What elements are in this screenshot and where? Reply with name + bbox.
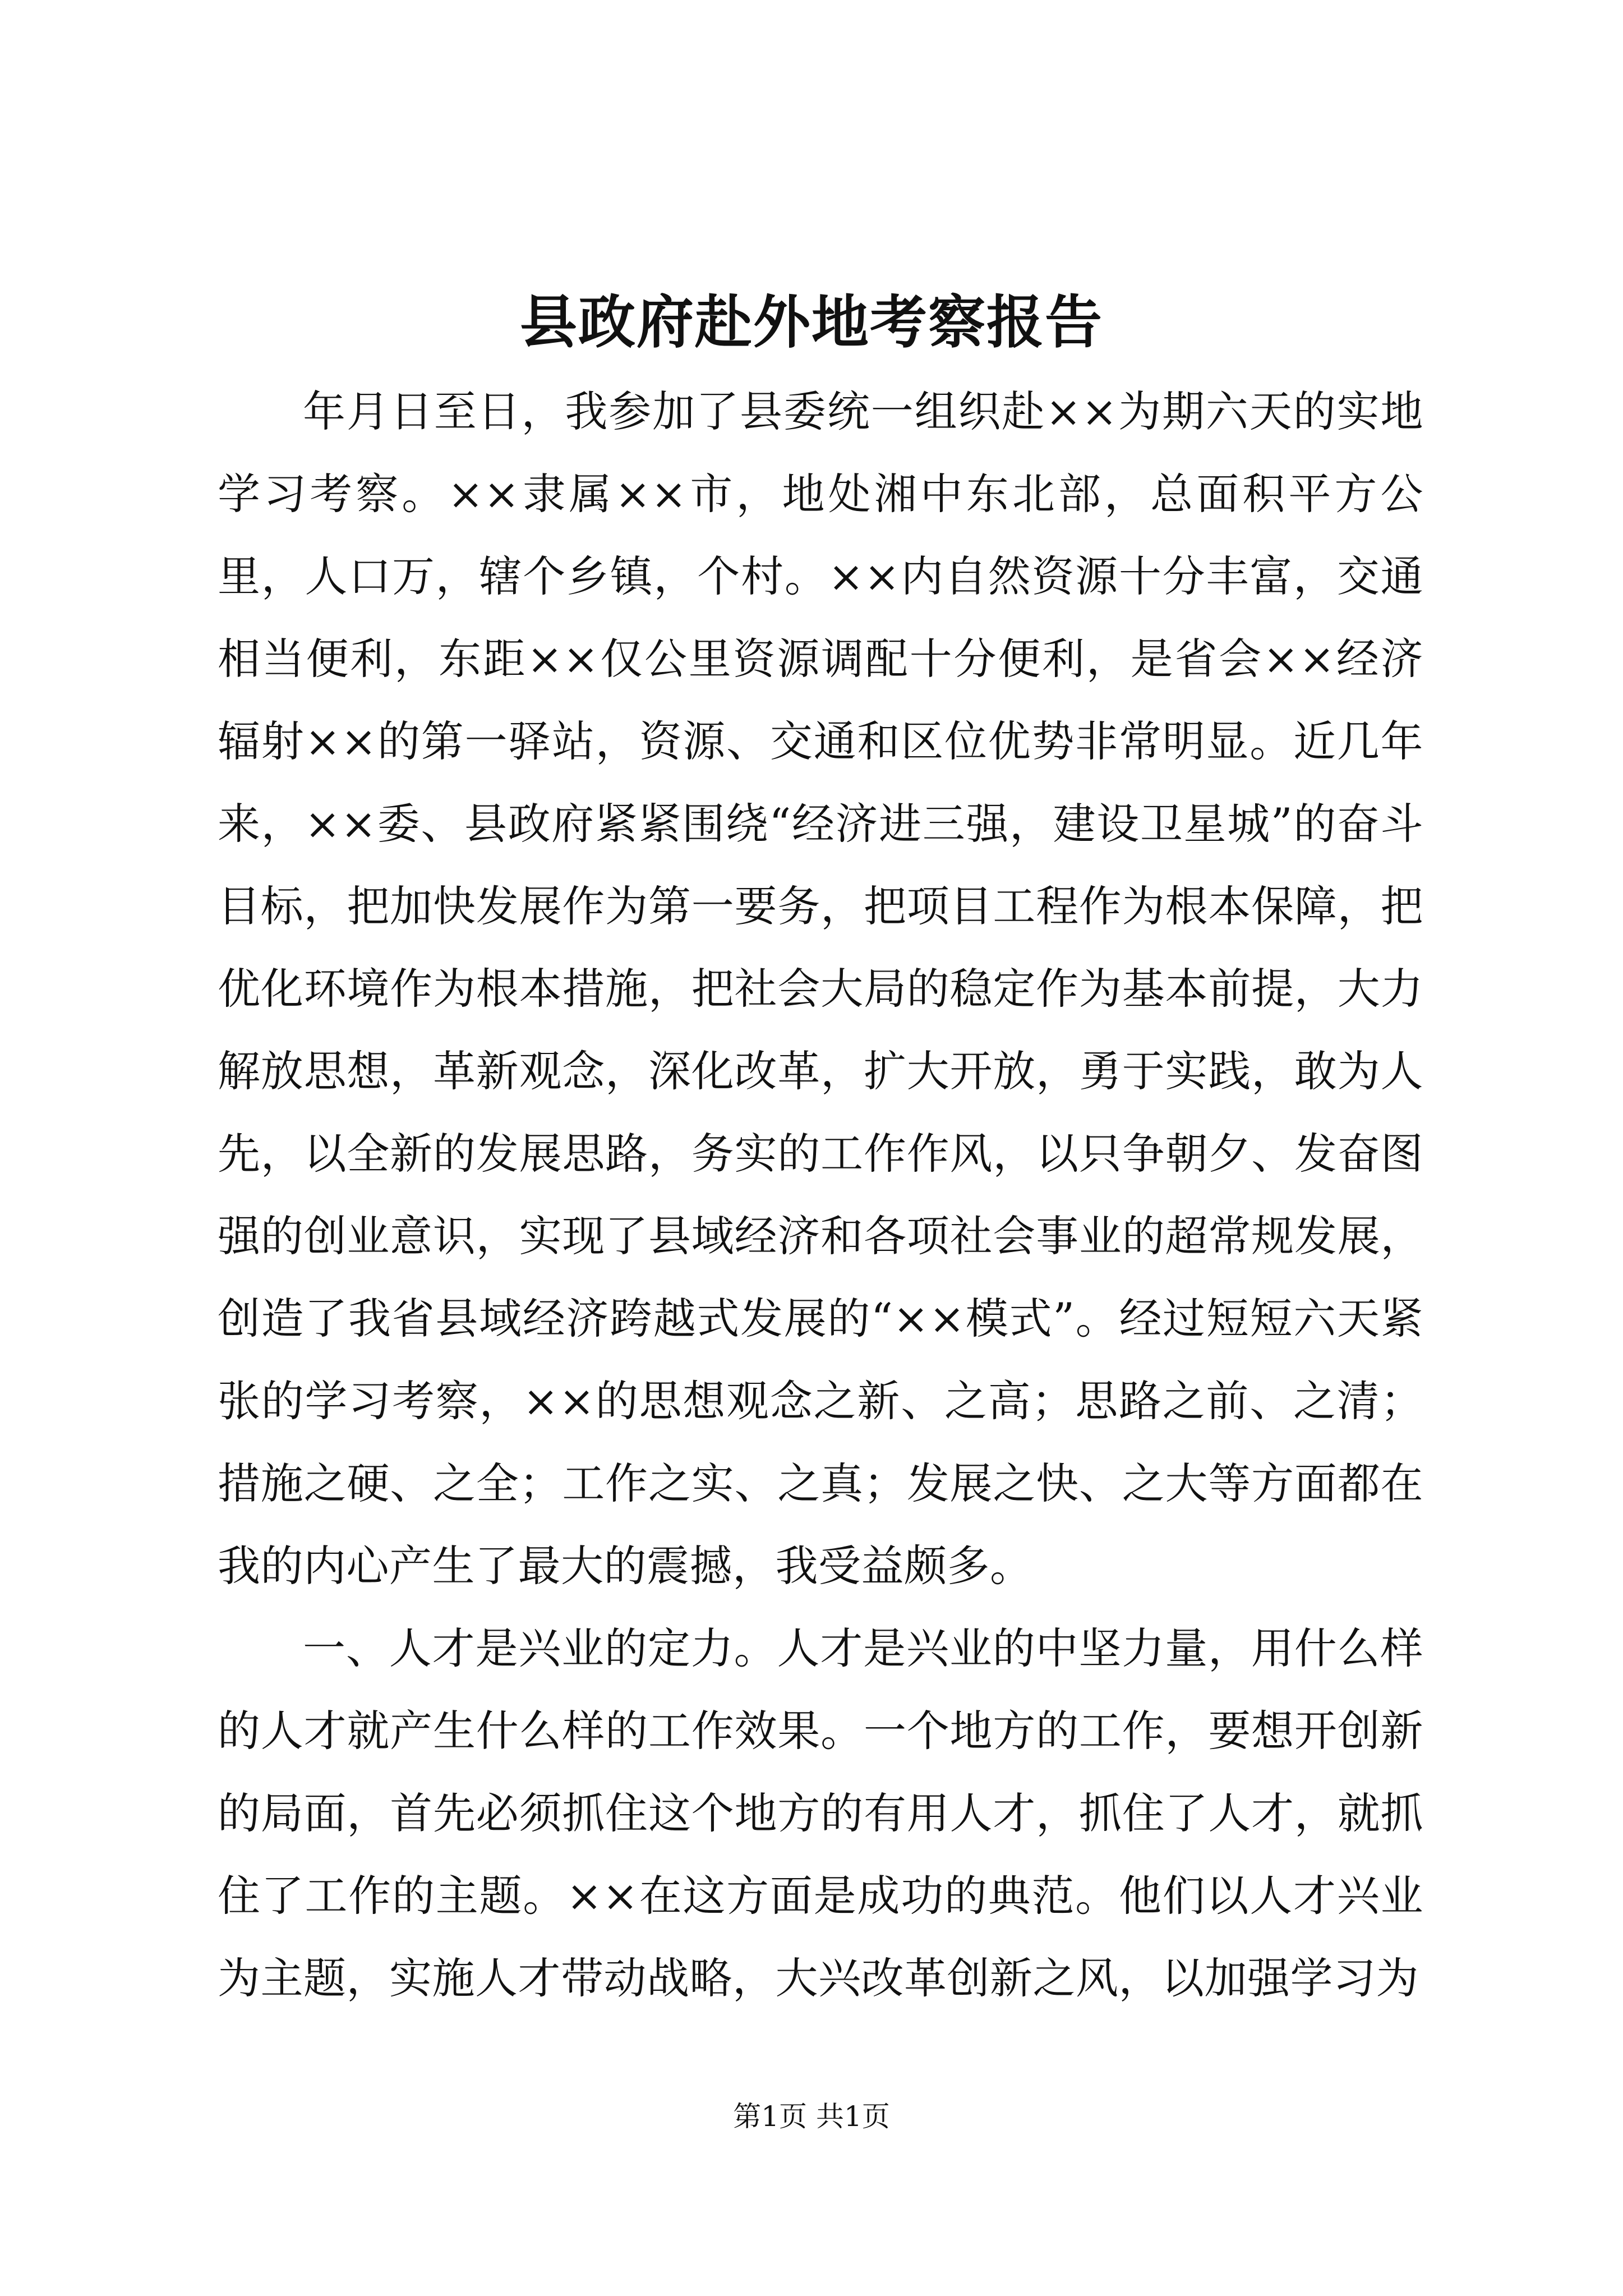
page-number-footer: 第1页 共1页	[733, 2100, 890, 2133]
paragraph-intro: 年月日至日，我参加了县委统一组织赴××为期六天的实地学习考察。××隶属××市，地处湘中东北部，总面积平方公里，人口万，辖个乡镇，个村。××内自然资源十分丰富，交通相当便利，东距××仅公里资源调配十分便利，是省会××经济辐射××的第一驿站，资源、交通和区位优势非常明显。近几年来，××委、县政府紧紧围绕“经济进三强，建设卫星城”的奋斗目标，把加快发展作为第一要务，把项目工程作为根本保障，把优化环境作为根本措施，把社会大局的稳定作为基本前提，大力解放思想，革新观念，深化改革，扩大开放，勇于实践，敢为人先，以全新的发展思路，务实的工作作风，以只争朝夕、发奋图强的创业意识，实现了县域经济和各项社会事业的超常规发展，创造了我省县域经济跨越式发展的“××模式”。经过短短六天紧张的学习考察，××的思想观念之新、之高；思路之前、之清；措施之硬、之全；工作之实、之真；发展之快、之大等方面都在我的内心产生了最大的震撼，我受益颇多。	[218, 386, 1423, 1591]
paragraph-section-one: 一、人才是兴业的定力。人才是兴业的中坚力量，用什么样的人才就产生什么样的工作效果。一个地方的工作，要想开创新的局面，首先必须抓住这个地方的有用人才，抓住了人才，就抓住了工作的主题。××在这方面是成功的典范。他们以人才兴业为主题，实施人才带动战略，大兴改革创新之风，以加强学习为	[218, 1623, 1423, 2003]
document-body	[218, 370, 1423, 2019]
document-title: 县政府赴外地考察报告	[520, 289, 1103, 356]
